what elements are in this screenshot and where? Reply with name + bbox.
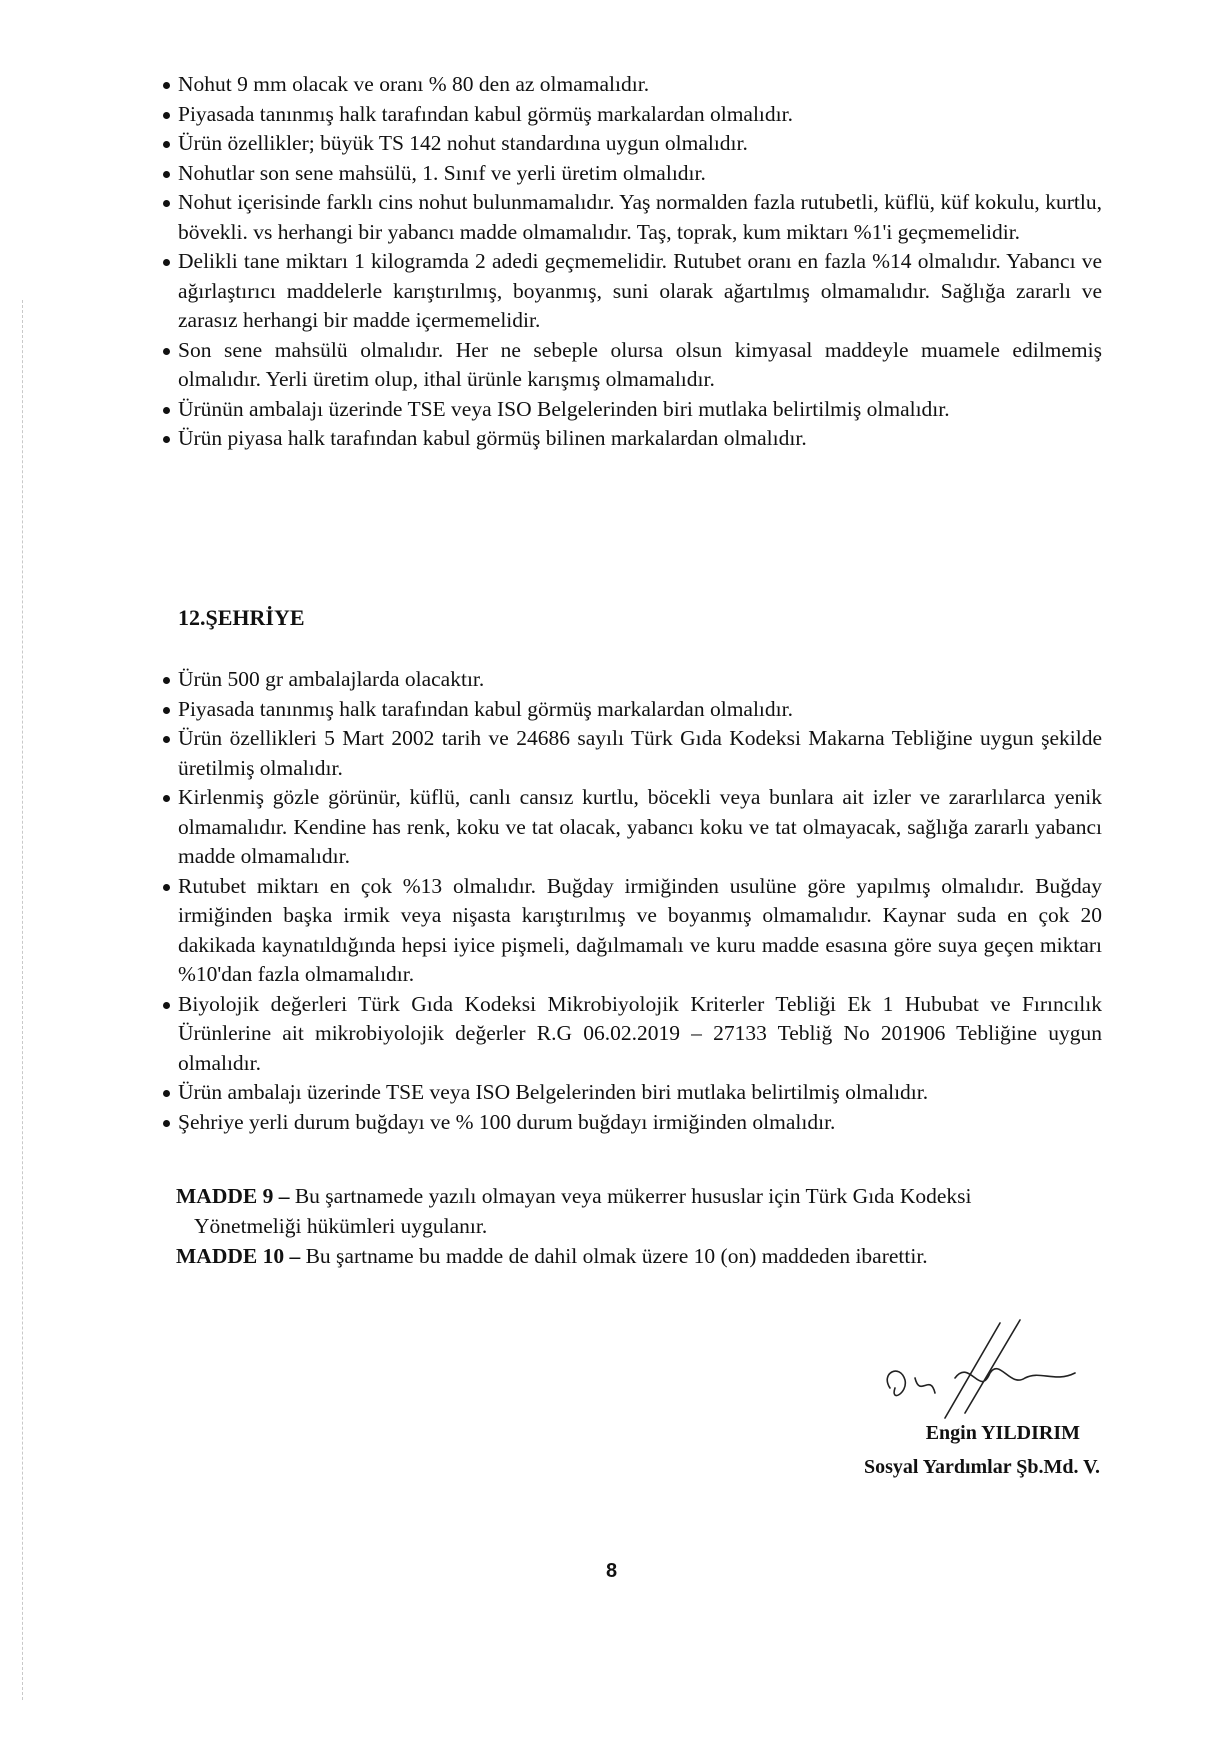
handwritten-signature	[860, 1318, 1090, 1428]
list-item: Kirlenmiş gözle görünür, küflü, canlı cansız kurtlu, böcekli veya bunlara ait izler ve zararlılarca yenik olmamalıdır. Kendine has renk, koku ve tat olacak, yabancı koku ve tat olmayacak, sağlığa zararlı yabancı madde olmamalıdır.	[162, 783, 1102, 872]
list-item: Rutubet miktarı en çok %13 olmalıdır. Buğday irmiğinden usulüne göre yapılmış olmalıdır. Buğday irmiğinden başka irmik veya nişasta karıştırılmış ve boyanmış olmamalıdır. Kaynar suda en çok 20 dakikada kaynatıldığında hepsi iyice pişmeli, dağılmamalı ve kuru madde esasına göre suya geçen miktarı %10'dan fazla olmamalıdır.	[162, 872, 1102, 990]
signatory-name: Engin YILDIRIM	[925, 1422, 1080, 1444]
list-item: Biyolojik değerleri Türk Gıda Kodeksi Mikrobiyolojik Kriterler Tebliği Ek 1 Hububat ve Fırıncılık Ürünlerine ait mikrobiyolojik değerler R.G 06.02.2019 – 27133 Tebliğ No 201906 Tebliğine uygun olmalıdır.	[162, 990, 1102, 1079]
article-10-text: Bu şartname bu madde de dahil olmak üzere 10 (on) maddeden ibarettir.	[305, 1244, 928, 1268]
list-item: Delikli tane miktarı 1 kilogramda 2 adedi geçmemelidir. Rutubet oranı en fazla %14 olmalıdır. Yabancı ve ağırlaştırıcı maddelerle karıştırılmış, boyanmış, suni olarak ağartılmış olmamalıdır. Sağlığa zararlı ve zarasız herhangi bir madde içermemelidir.	[162, 247, 1102, 336]
list-item: Ürün piyasa halk tarafından kabul görmüş bilinen markalardan olmalıdır.	[162, 424, 1102, 454]
list-item: Piyasada tanınmış halk tarafından kabul görmüş markalardan olmalıdır.	[162, 100, 1102, 130]
list-item: Nohutlar son sene mahsülü, 1. Sınıf ve yerli üretim olmalıdır.	[162, 159, 1102, 189]
article-9	[176, 1182, 1116, 1241]
list-item: Ürün özellikler; büyük TS 142 nohut standardına uygun olmalıdır.	[162, 129, 1102, 159]
article-9-continuation: Yönetmeliği hükümleri uygulanır.	[194, 1213, 488, 1238]
section-heading: 12.ŞEHRİYE	[178, 605, 305, 630]
sehriye-requirements-list	[162, 665, 1102, 1137]
list-item: Ürün ambalajı üzerinde TSE veya ISO Belgelerinden biri mutlaka belirtilmiş olmalıdır.	[162, 1078, 1102, 1108]
article-9-label: MADDE 9 –	[176, 1184, 290, 1208]
page-number: 8	[605, 1560, 618, 1582]
list-item: Nohut içerisinde farklı cins nohut bulunmamalıdır. Yaş normalden fazla rutubetli, küflü, küf kokulu, kurtlu, bövekli. vs herhangi bir yabancı madde olmamalıdır. Taş, toprak, kum miktarı %1'i geçmemelidir.	[162, 188, 1102, 247]
list-item: Son sene mahsülü olmalıdır. Her ne sebeple olursa olsun kimyasal maddeyle muamele edilmemiş olmalıdır. Yerli üretim olup, ithal ürünle karışmış olmamalıdır.	[162, 336, 1102, 395]
scan-edge-line	[22, 300, 24, 1700]
signatory-title: Sosyal Yardımlar Şb.Md. V.	[864, 1456, 1100, 1478]
list-item: Şehriye yerli durum buğdayı ve % 100 durum buğdayı irmiğinden olmalıdır.	[162, 1108, 1102, 1138]
article-10	[176, 1242, 1116, 1272]
list-item: Ürünün ambalajı üzerinde TSE veya ISO Belgelerinden biri mutlaka belirtilmiş olmalıdır.	[162, 395, 1102, 425]
article-9-text: Bu şartnamede yazılı olmayan veya mükerrer hususlar için Türk Gıda Kodeksi	[294, 1184, 972, 1208]
article-10-label: MADDE 10 –	[176, 1244, 301, 1268]
list-item: Ürün özellikleri 5 Mart 2002 tarih ve 24686 sayılı Türk Gıda Kodeksi Makarna Tebliğine uygun şekilde üretilmiş olmalıdır.	[162, 724, 1102, 783]
list-item: Piyasada tanınmış halk tarafından kabul görmüş markalardan olmalıdır.	[162, 695, 1102, 725]
nohut-requirements-list	[162, 70, 1102, 454]
list-item: Ürün 500 gr ambalajlarda olacaktır.	[162, 665, 1102, 695]
list-item: Nohut 9 mm olacak ve oranı % 80 den az olmamalıdır.	[162, 70, 1102, 100]
